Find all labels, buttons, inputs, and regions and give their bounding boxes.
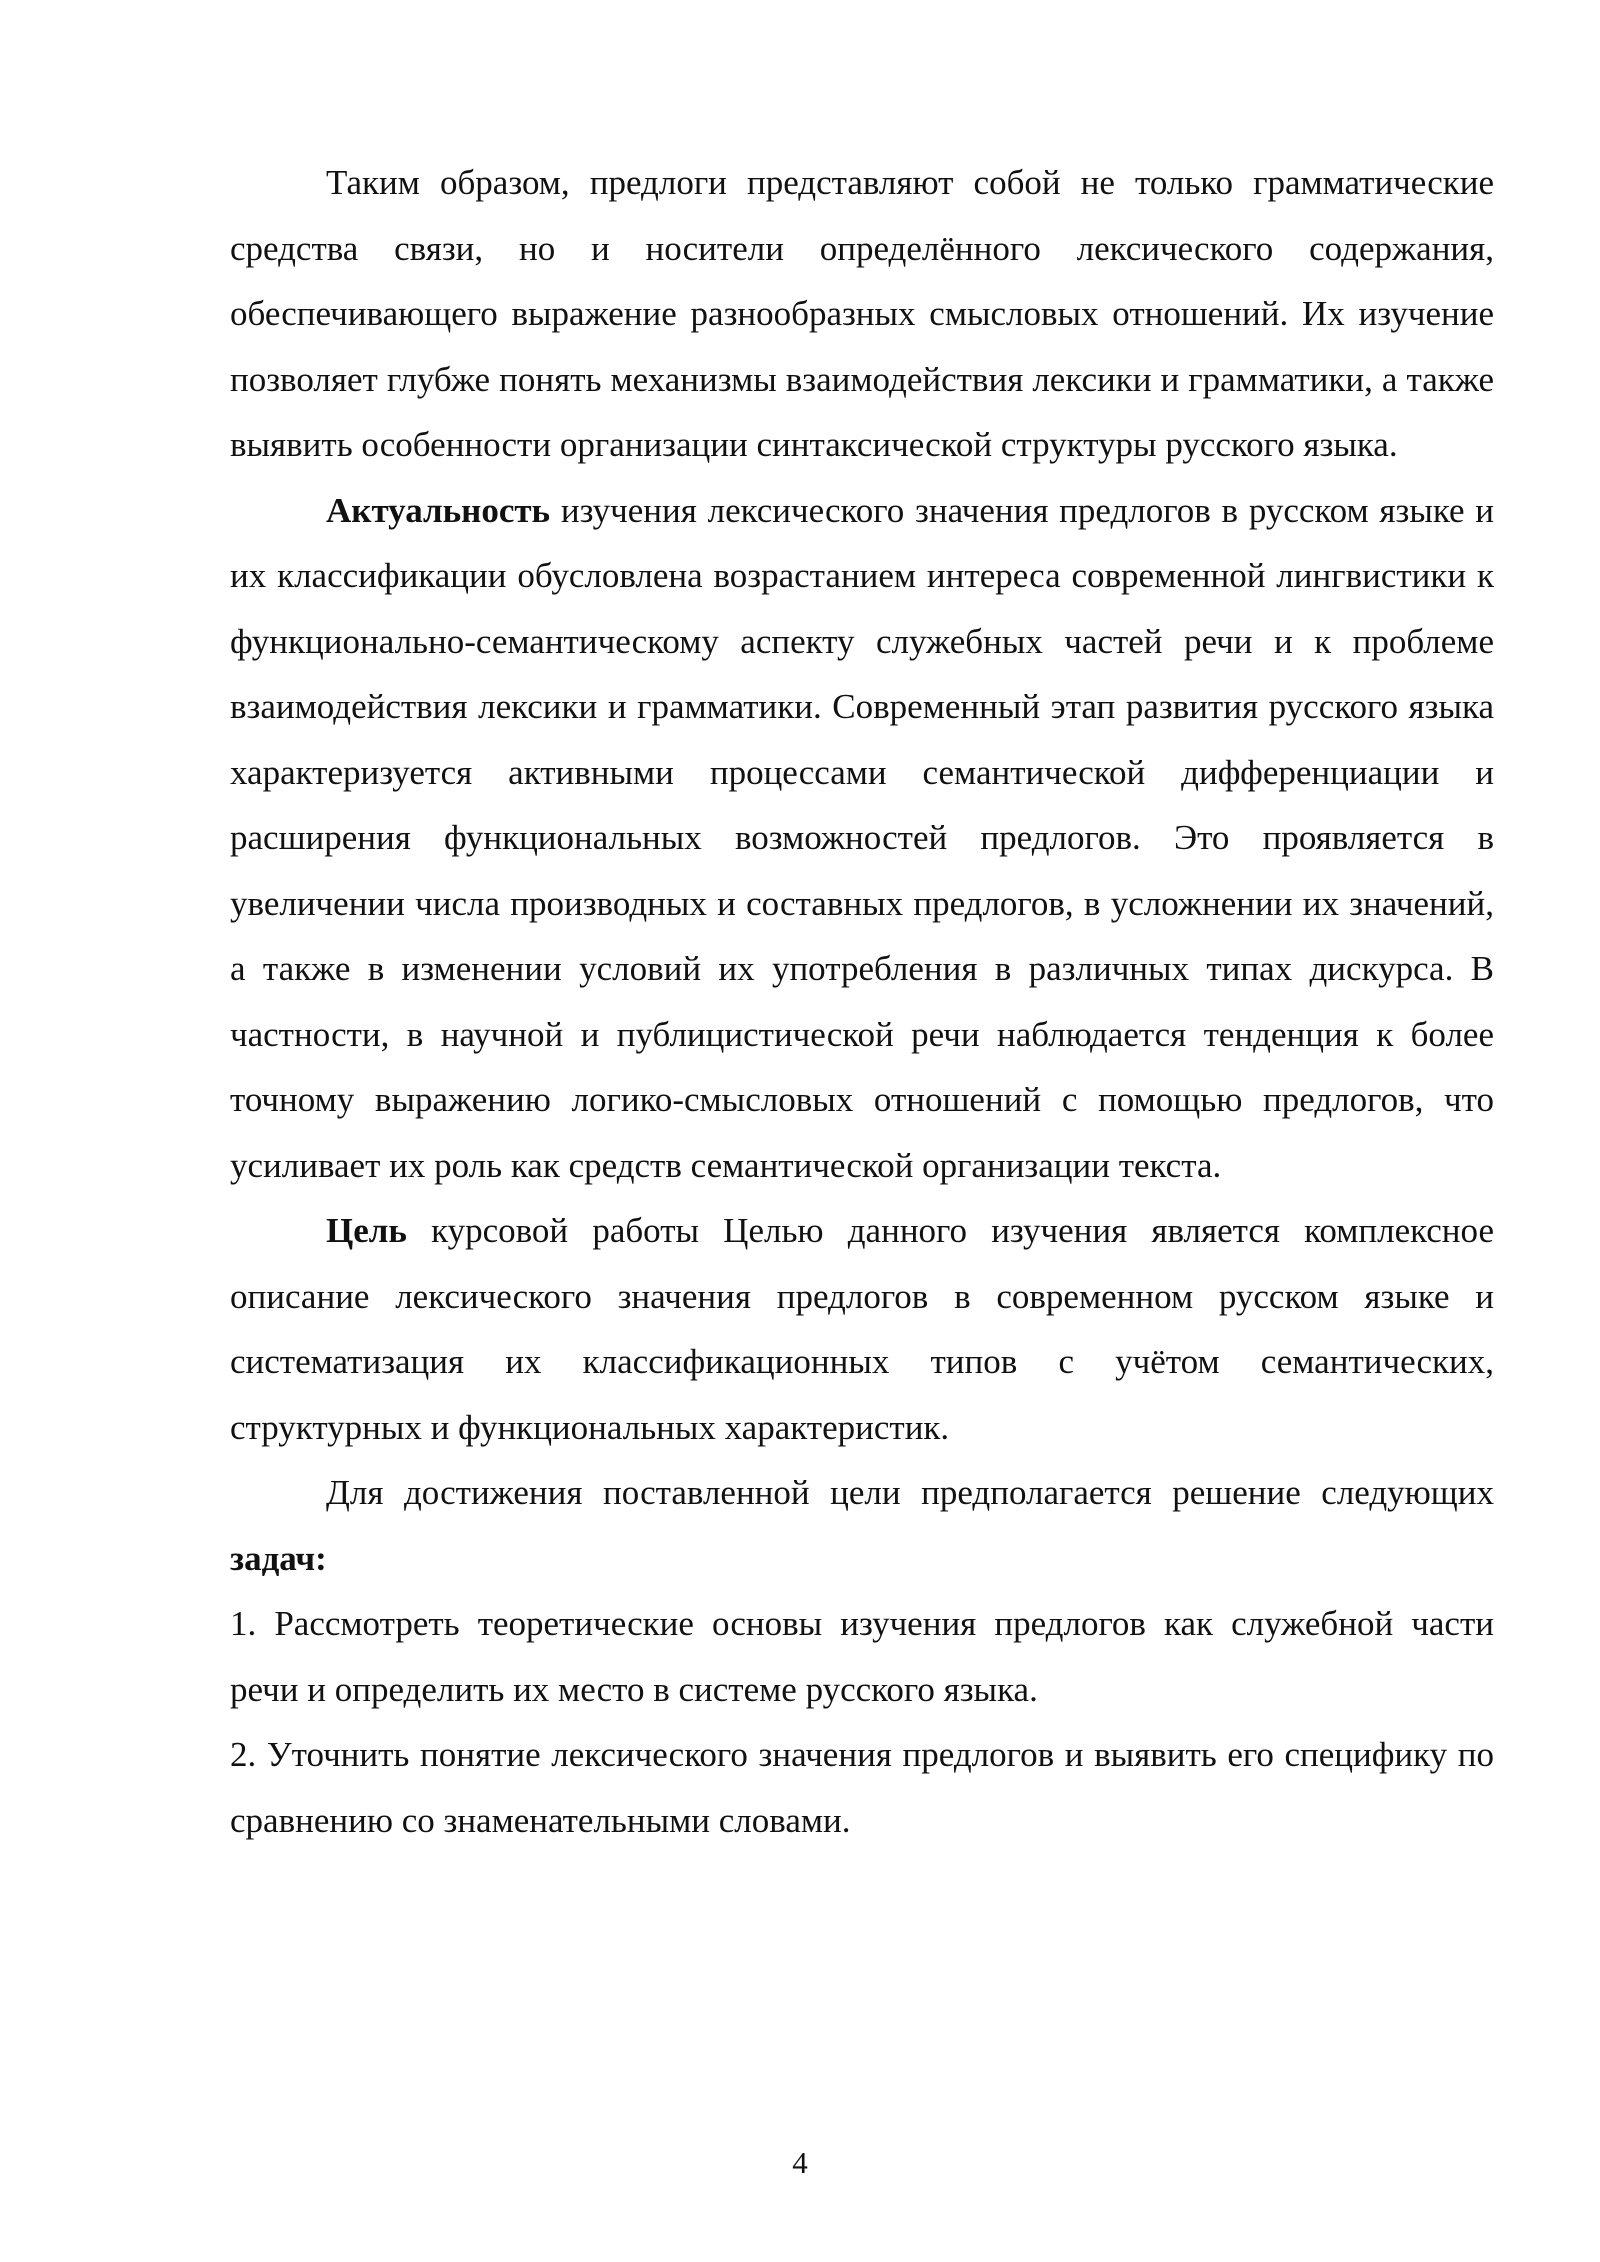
goal-heading: Цель xyxy=(326,1211,407,1250)
task-item-2 xyxy=(230,1722,1494,1853)
tasks-heading: задач: xyxy=(230,1538,327,1578)
document-page xyxy=(230,150,1494,1853)
paragraph-goal-text: курсовой работы Целью данного изучения является комплексное описание лексического значения предлогов в современном русском языке и систематизация их классификационных типов с учётом семантических, структурных и функциональных характеристик. xyxy=(230,1211,1494,1447)
task-item-1-text: 1. Рассмотреть теоретические основы изучения предлогов как служебной части речи и определить их место в системе русского языка. xyxy=(230,1604,1494,1709)
paragraph-relevance-text: изучения лексического значения предлогов в русском языке и их классификации обусловлена возрастанием интереса современной лингвистики к функционально-семантическому аспекту служебных частей речи и к проблеме взаимодействия лексики и грамматики. Современный этап развития русского языка характеризуется активными процессами семантической дифференциации и расширения функциональных возможностей предлогов. Это проявляется в увеличении числа производных и составных предлогов, в усложнении их значений, а также в изменении условий их употребления в различных типах дискурса. В частности, в научной и публицистической речи наблюдается тенденция к более точному выражению логико-смысловых отношений с помощью предлогов, что усиливает их роль как средств семантической организации текста. xyxy=(230,490,1494,1185)
paragraph-conclusion-text: Таким образом, предлоги представляют собой не только грамматические средства связи, но и носители определённого лексического содержания, обеспечивающего выражение разнообразных смысловых отношений. Их изучение позволяет глубже понять механизмы взаимодействия лексики и грамматики, а также выявить особенности организации синтаксической структуры русского языка. xyxy=(230,163,1494,464)
relevance-heading: Актуальность xyxy=(326,490,551,530)
page-number: 4 xyxy=(792,2145,808,2180)
paragraph-tasks-intro xyxy=(230,1460,1494,1591)
paragraph-goal xyxy=(230,1198,1494,1460)
paragraph-relevance xyxy=(230,478,1494,1199)
paragraph-tasks-intro-text: Для достижения поставленной цели предполагается решение следующих xyxy=(326,1473,1494,1512)
paragraph-conclusion xyxy=(230,150,1494,478)
task-item-1 xyxy=(230,1591,1494,1722)
task-item-2-text: 2. Уточнить понятие лексического значения предлогов и выявить его специфику по сравнению со знаменательными словами. xyxy=(230,1735,1494,1840)
